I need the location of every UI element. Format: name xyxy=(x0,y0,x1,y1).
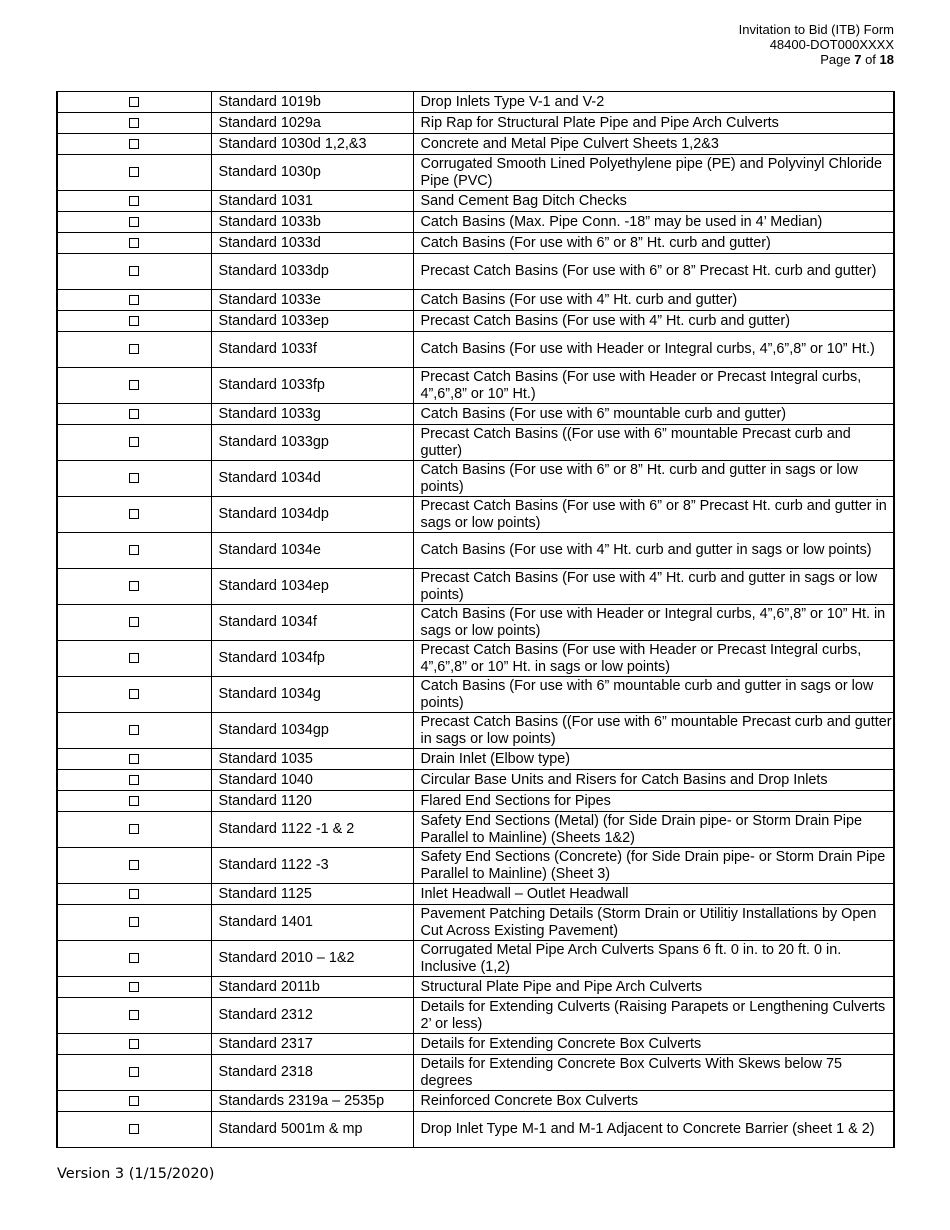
standard-number: Standard 1034g xyxy=(211,677,413,713)
standard-number: Standard 2011b xyxy=(211,977,413,998)
standard-description: Sand Cement Bag Ditch Checks xyxy=(413,191,894,212)
checkbox[interactable] xyxy=(129,653,139,663)
standard-description: Catch Basins (For use with Header or Integral curbs, 4”,6”,8” or 10” Ht.) xyxy=(413,332,894,368)
checkbox[interactable] xyxy=(129,97,139,107)
checkbox[interactable] xyxy=(129,617,139,627)
standard-number: Standard 1034dp xyxy=(211,497,413,533)
checkbox[interactable] xyxy=(129,295,139,305)
standard-number: Standard 1030p xyxy=(211,155,413,191)
checkbox-cell xyxy=(57,533,211,569)
page-number: Page 7 of 18 xyxy=(820,52,894,67)
standard-number: Standard 1033d xyxy=(211,233,413,254)
standard-description: Corrugated Metal Pipe Arch Culverts Spans 6 ft. 0 in. to 20 ft. 0 in. Inclusive (1,2) xyxy=(413,941,894,977)
checkbox-cell xyxy=(57,92,211,113)
standard-number: Standard 1040 xyxy=(211,770,413,791)
checkbox[interactable] xyxy=(129,344,139,354)
standard-number: Standard 1125 xyxy=(211,884,413,905)
checkbox-cell xyxy=(57,605,211,641)
checkbox-cell xyxy=(57,791,211,812)
standard-number: Standard 1034e xyxy=(211,533,413,569)
checkbox-cell xyxy=(57,1112,211,1148)
checkbox-cell xyxy=(57,905,211,941)
standard-number: Standard 1033gp xyxy=(211,425,413,461)
version-footer: Version 3 (1/15/2020) xyxy=(57,1166,215,1182)
standard-number: Standard 1033dp xyxy=(211,254,413,290)
standard-number: Standard 1033e xyxy=(211,290,413,311)
table-row xyxy=(57,848,894,884)
standard-description: Precast Catch Basins (For use with Header or Precast Integral curbs, 4”,6”,8” or 10” Ht. in sags or low points) xyxy=(413,641,894,677)
standard-description: Precast Catch Basins (For use with 4” Ht. curb and gutter in sags or low points) xyxy=(413,569,894,605)
checkbox-cell xyxy=(57,977,211,998)
standard-description: Precast Catch Basins (For use with 6” or 8” Precast Ht. curb and gutter) xyxy=(413,254,894,290)
table-row xyxy=(57,233,894,254)
checkbox[interactable] xyxy=(129,1067,139,1077)
checkbox-cell xyxy=(57,641,211,677)
table-row xyxy=(57,605,894,641)
table-row xyxy=(57,569,894,605)
standard-number: Standard 1033f xyxy=(211,332,413,368)
standard-description: Drain Inlet (Elbow type) xyxy=(413,749,894,770)
checkbox[interactable] xyxy=(129,1124,139,1134)
standard-description: Drop Inlets Type V-1 and V-2 xyxy=(413,92,894,113)
table-row xyxy=(57,812,894,848)
table-row xyxy=(57,977,894,998)
checkbox[interactable] xyxy=(129,796,139,806)
table-row xyxy=(57,1034,894,1055)
checkbox[interactable] xyxy=(129,380,139,390)
table-row xyxy=(57,92,894,113)
checkbox[interactable] xyxy=(129,953,139,963)
standard-number: Standard 2312 xyxy=(211,998,413,1034)
standard-description: Details for Extending Concrete Box Culverts With Skews below 75 degrees xyxy=(413,1055,894,1091)
table-row xyxy=(57,311,894,332)
checkbox[interactable] xyxy=(129,1039,139,1049)
standard-number: Standard 1034gp xyxy=(211,713,413,749)
standard-description: Pavement Patching Details (Storm Drain or Utilitiy Installations by Open Cut Across Existing Pavement) xyxy=(413,905,894,941)
checkbox-cell xyxy=(57,332,211,368)
checkbox-cell xyxy=(57,191,211,212)
checkbox-cell xyxy=(57,1034,211,1055)
standard-description: Catch Basins (For use with 4” Ht. curb and gutter in sags or low points) xyxy=(413,533,894,569)
standard-description: Inlet Headwall – Outlet Headwall xyxy=(413,884,894,905)
standard-number: Standard 1033b xyxy=(211,212,413,233)
table-row xyxy=(57,212,894,233)
standard-description: Catch Basins (For use with 6” mountable curb and gutter in sags or low points) xyxy=(413,677,894,713)
table-row xyxy=(57,905,894,941)
standard-description: Catch Basins (For use with Header or Integral curbs, 4”,6”,8” or 10” Ht. in sags or low points) xyxy=(413,605,894,641)
table-row xyxy=(57,254,894,290)
standard-description: Precast Catch Basins (For use with 6” or 8” Precast Ht. curb and gutter in sags or low points) xyxy=(413,497,894,533)
standard-description: Details for Extending Concrete Box Culverts xyxy=(413,1034,894,1055)
standard-description: Precast Catch Basins (For use with 4” Ht. curb and gutter) xyxy=(413,311,894,332)
standard-number: Standard 1019b xyxy=(211,92,413,113)
table-row xyxy=(57,713,894,749)
standard-number: Standard 1034fp xyxy=(211,641,413,677)
standard-description: Rip Rap for Structural Plate Pipe and Pipe Arch Culverts xyxy=(413,113,894,134)
standard-description: Catch Basins (For use with 6” or 8” Ht. curb and gutter) xyxy=(413,233,894,254)
standard-description: Precast Catch Basins ((For use with 6” mountable Precast curb and gutter in sags or low points) xyxy=(413,713,894,749)
table-row xyxy=(57,113,894,134)
checkbox-cell xyxy=(57,254,211,290)
checkbox[interactable] xyxy=(129,545,139,555)
standard-number: Standard 1033fp xyxy=(211,368,413,404)
checkbox-cell xyxy=(57,770,211,791)
checkbox[interactable] xyxy=(129,917,139,927)
checkbox[interactable] xyxy=(129,316,139,326)
checkbox-cell xyxy=(57,497,211,533)
standard-description: Drop Inlet Type M-1 and M-1 Adjacent to Concrete Barrier (sheet 1 & 2) xyxy=(413,1112,894,1148)
checkbox-cell xyxy=(57,425,211,461)
checkbox-cell xyxy=(57,404,211,425)
checkbox[interactable] xyxy=(129,860,139,870)
checkbox-cell xyxy=(57,677,211,713)
standard-number: Standard 2010 – 1&2 xyxy=(211,941,413,977)
form-title: Invitation to Bid (ITB) Form xyxy=(738,22,894,37)
checkbox-cell xyxy=(57,884,211,905)
table-row xyxy=(57,941,894,977)
standard-description: Safety End Sections (Metal) (for Side Drain pipe- or Storm Drain Pipe Parallel to Mainline) (Sheets 1&2) xyxy=(413,812,894,848)
standard-number: Standard 1030d 1,2,&3 xyxy=(211,134,413,155)
standard-number: Standard 5001m & mp xyxy=(211,1112,413,1148)
checkbox[interactable] xyxy=(129,196,139,206)
table-row xyxy=(57,884,894,905)
standard-description: Concrete and Metal Pipe Culvert Sheets 1,2&3 xyxy=(413,134,894,155)
checkbox-cell xyxy=(57,113,211,134)
standard-number: Standard 1122 -1 & 2 xyxy=(211,812,413,848)
table-row xyxy=(57,497,894,533)
standard-description: Precast Catch Basins ((For use with 6” mountable Precast curb and gutter) xyxy=(413,425,894,461)
standard-description: Flared End Sections for Pipes xyxy=(413,791,894,812)
checkbox[interactable] xyxy=(129,982,139,992)
checkbox-cell xyxy=(57,941,211,977)
page-header xyxy=(739,22,894,67)
standard-number: Standard 1120 xyxy=(211,791,413,812)
standard-number: Standard 1033g xyxy=(211,404,413,425)
standard-number: Standard 2317 xyxy=(211,1034,413,1055)
standard-description: Structural Plate Pipe and Pipe Arch Culverts xyxy=(413,977,894,998)
standard-number: Standard 1034d xyxy=(211,461,413,497)
standard-description: Catch Basins (For use with 6” mountable curb and gutter) xyxy=(413,404,894,425)
checkbox-cell xyxy=(57,812,211,848)
standard-number: Standard 1029a xyxy=(211,113,413,134)
checkbox[interactable] xyxy=(129,509,139,519)
table-row xyxy=(57,461,894,497)
checkbox-cell xyxy=(57,1091,211,1112)
checkbox[interactable] xyxy=(129,437,139,447)
table-row xyxy=(57,533,894,569)
table-row xyxy=(57,368,894,404)
checkbox[interactable] xyxy=(129,889,139,899)
checkbox-cell xyxy=(57,998,211,1034)
standard-description: Corrugated Smooth Lined Polyethylene pipe (PE) and Polyvinyl Chloride Pipe (PVC) xyxy=(413,155,894,191)
table-row xyxy=(57,425,894,461)
standard-number: Standard 1122 -3 xyxy=(211,848,413,884)
checkbox[interactable] xyxy=(129,266,139,276)
checkbox[interactable] xyxy=(129,824,139,834)
checkbox[interactable] xyxy=(129,581,139,591)
checkbox[interactable] xyxy=(129,473,139,483)
checkbox-cell xyxy=(57,155,211,191)
checkbox[interactable] xyxy=(129,1096,139,1106)
standard-description: Details for Extending Culverts (Raising Parapets or Lengthening Culverts 2’ or less) xyxy=(413,998,894,1034)
standard-number: Standard 1034f xyxy=(211,605,413,641)
standard-description: Safety End Sections (Concrete) (for Side Drain pipe- or Storm Drain Pipe Parallel to Mainline) (Sheet 3) xyxy=(413,848,894,884)
current-page: 7 xyxy=(854,52,862,67)
standard-number: Standard 1401 xyxy=(211,905,413,941)
table-row xyxy=(57,791,894,812)
table-row xyxy=(57,749,894,770)
checkbox[interactable] xyxy=(129,1010,139,1020)
standard-number: Standard 1031 xyxy=(211,191,413,212)
form-number: 48400-DOT000XXXX xyxy=(769,37,894,52)
standard-number: Standards 2319a – 2535p xyxy=(211,1091,413,1112)
table-row xyxy=(57,677,894,713)
checkbox-cell xyxy=(57,713,211,749)
checkbox[interactable] xyxy=(129,409,139,419)
standard-description: Precast Catch Basins (For use with Header or Precast Integral curbs, 4”,6”,8” or 10” Ht.) xyxy=(413,368,894,404)
checkbox-cell xyxy=(57,311,211,332)
standard-number: Standard 1034ep xyxy=(211,569,413,605)
table-row xyxy=(57,191,894,212)
standard-description: Circular Base Units and Risers for Catch Basins and Drop Inlets xyxy=(413,770,894,791)
table-row xyxy=(57,641,894,677)
checkbox-cell xyxy=(57,212,211,233)
checkbox-cell xyxy=(57,233,211,254)
table-row xyxy=(57,404,894,425)
table-row xyxy=(57,1091,894,1112)
checkbox[interactable] xyxy=(129,217,139,227)
total-pages: 18 xyxy=(879,52,894,67)
checkbox[interactable] xyxy=(129,118,139,128)
standard-description: Catch Basins (For use with 4” Ht. curb and gutter) xyxy=(413,290,894,311)
checkbox-cell xyxy=(57,461,211,497)
checkbox[interactable] xyxy=(129,689,139,699)
table-row xyxy=(57,998,894,1034)
table-row xyxy=(57,1055,894,1091)
checkbox-cell xyxy=(57,290,211,311)
table-row xyxy=(57,332,894,368)
table-row xyxy=(57,155,894,191)
standard-description: Catch Basins (Max. Pipe Conn. -18” may be used in 4’ Median) xyxy=(413,212,894,233)
checkbox-cell xyxy=(57,848,211,884)
standard-number: Standard 1033ep xyxy=(211,311,413,332)
standards-table xyxy=(56,91,895,1148)
standard-number: Standard 1035 xyxy=(211,749,413,770)
table-row xyxy=(57,1112,894,1148)
table-row xyxy=(57,134,894,155)
checkbox-cell xyxy=(57,1055,211,1091)
checkbox-cell xyxy=(57,134,211,155)
table-row xyxy=(57,290,894,311)
checkbox-cell xyxy=(57,368,211,404)
checkbox[interactable] xyxy=(129,167,139,177)
standard-description: Reinforced Concrete Box Culverts xyxy=(413,1091,894,1112)
standard-description: Catch Basins (For use with 6” or 8” Ht. curb and gutter in sags or low points) xyxy=(413,461,894,497)
checkbox[interactable] xyxy=(129,238,139,248)
checkbox-cell xyxy=(57,569,211,605)
checkbox[interactable] xyxy=(129,754,139,764)
table-row xyxy=(57,770,894,791)
checkbox[interactable] xyxy=(129,725,139,735)
checkbox[interactable] xyxy=(129,775,139,785)
checkbox[interactable] xyxy=(129,139,139,149)
checkbox-cell xyxy=(57,749,211,770)
standard-number: Standard 2318 xyxy=(211,1055,413,1091)
